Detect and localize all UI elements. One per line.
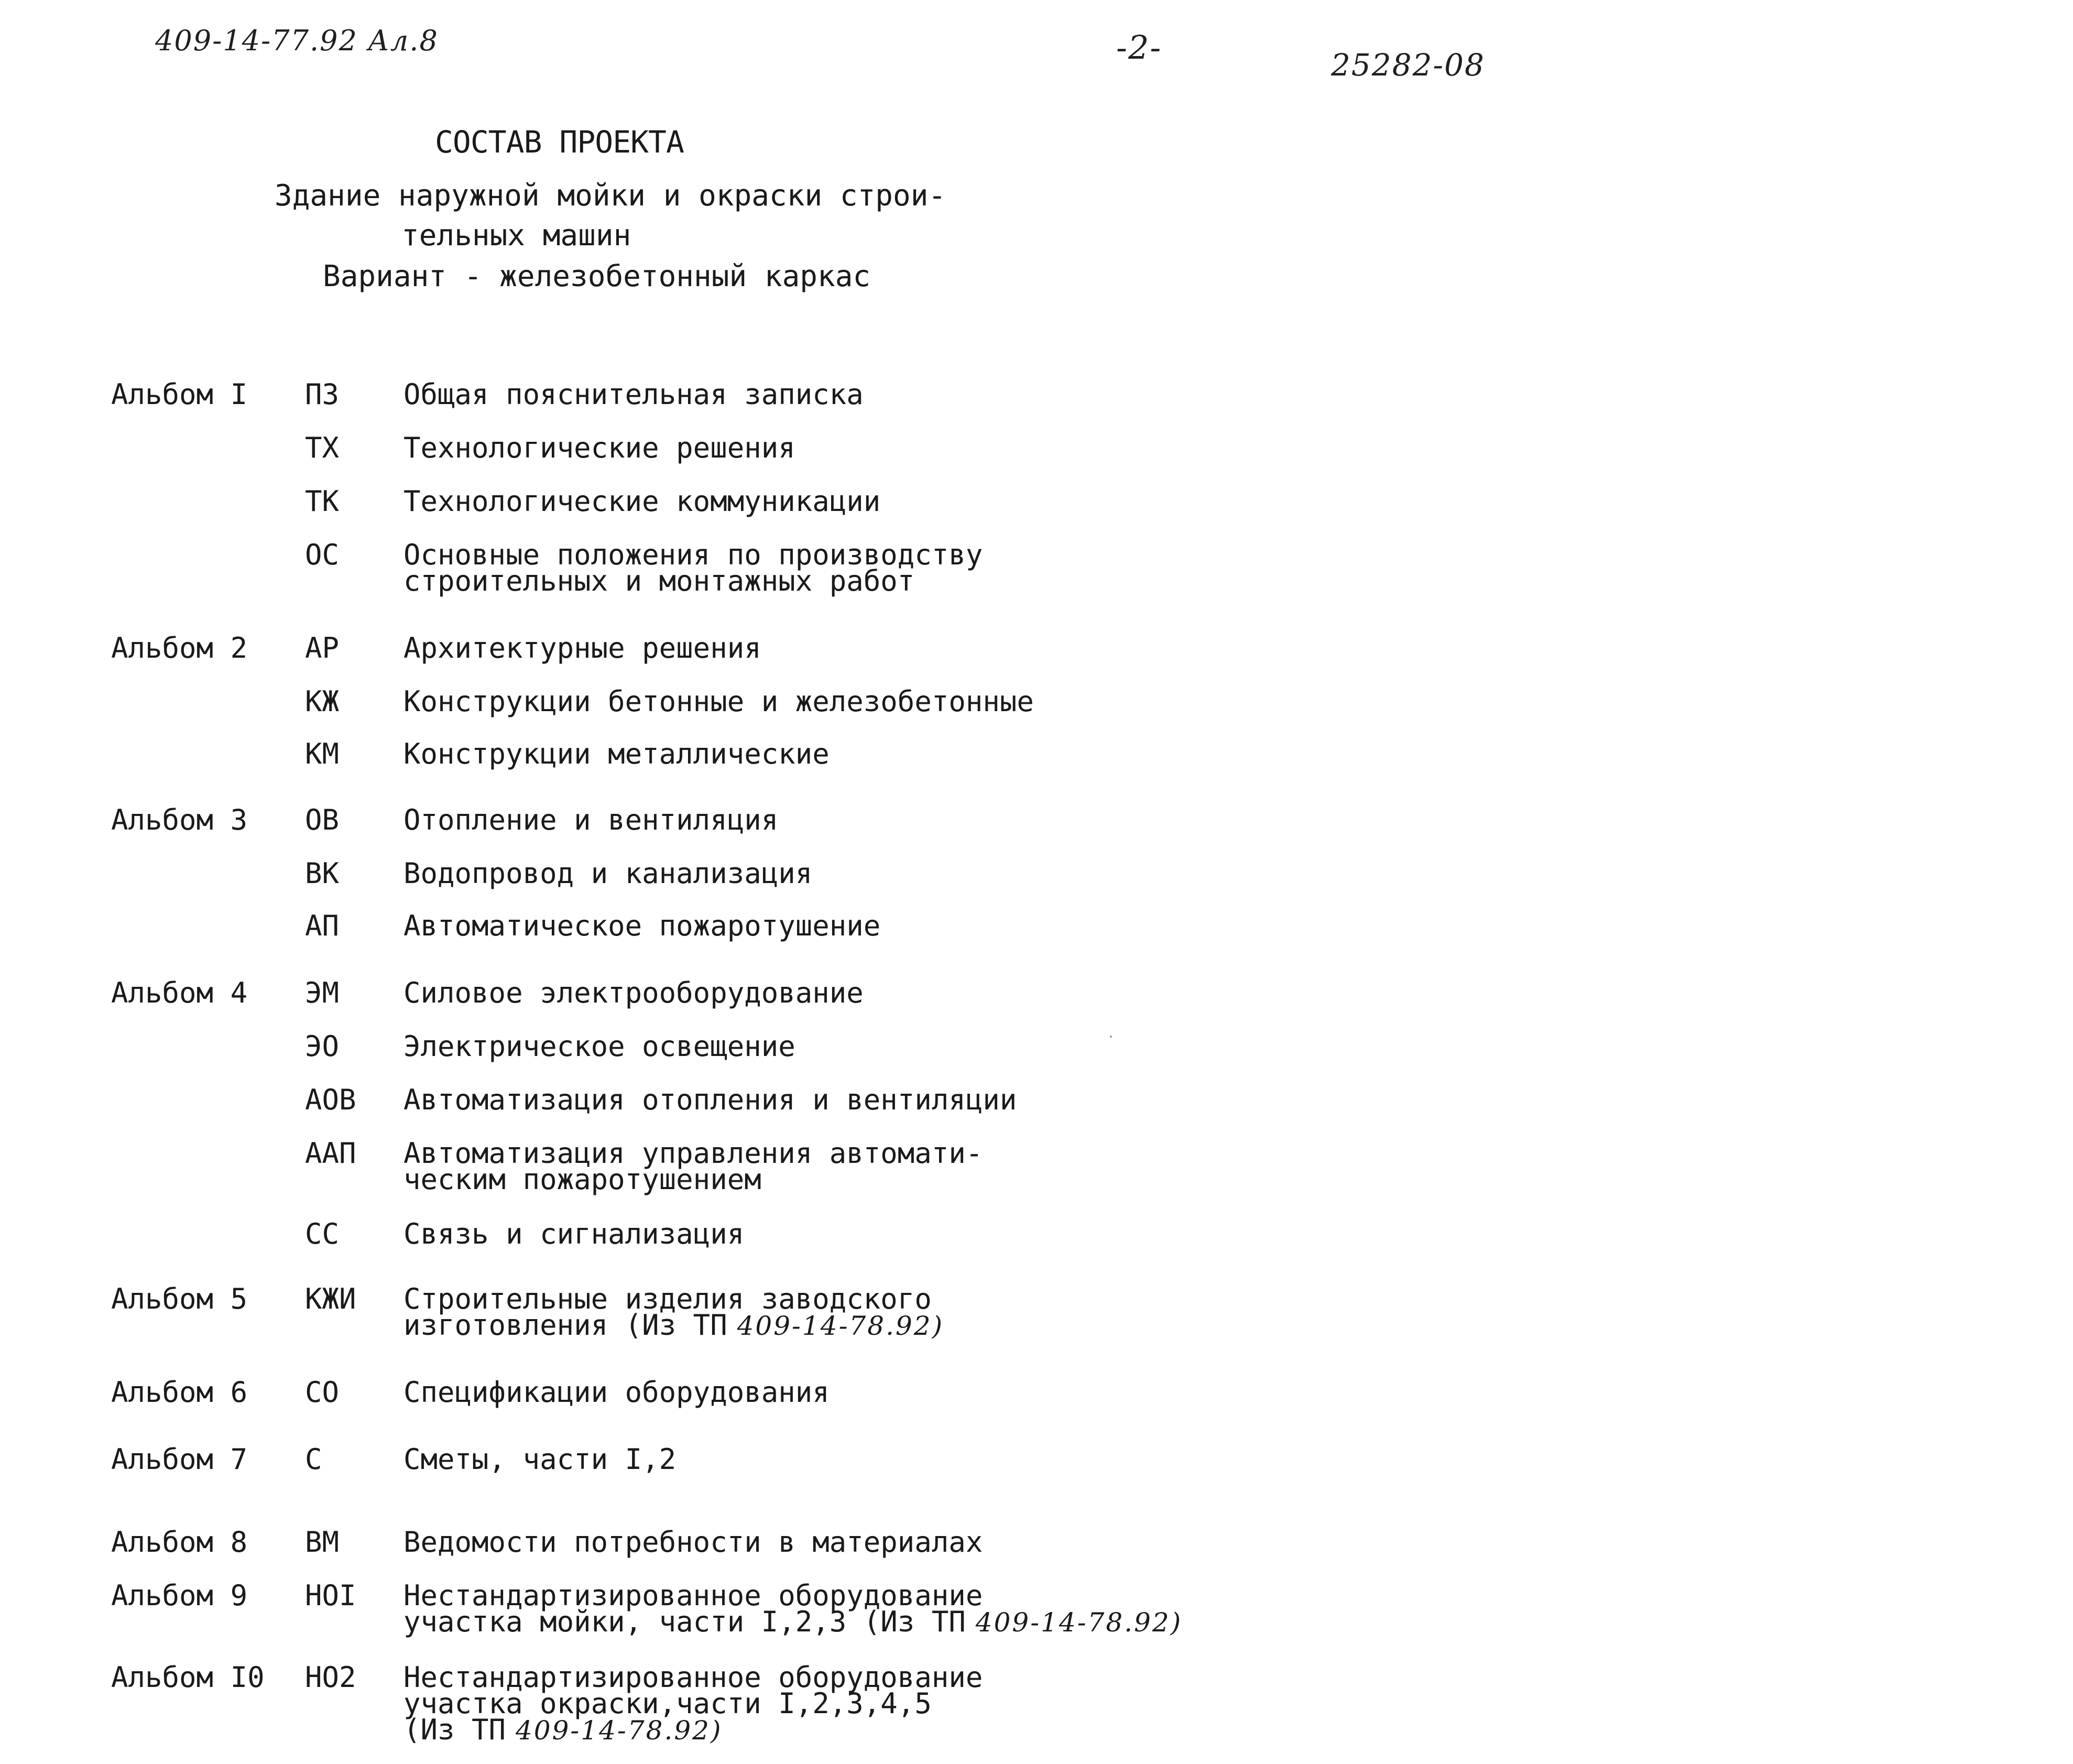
description-line: Строительные изделия заводского bbox=[403, 1282, 932, 1315]
album-label: Альбом 6 bbox=[111, 1376, 248, 1409]
description-line: Нестандартизированное оборудование bbox=[403, 1661, 983, 1694]
description-line: Автоматическое пожаротушение bbox=[403, 909, 881, 942]
section-code: АР bbox=[305, 631, 340, 665]
section-code: ААП bbox=[305, 1137, 356, 1170]
handwritten-reference: 409-14-78.92) bbox=[506, 1715, 723, 1746]
section-description bbox=[403, 1579, 1183, 1638]
description-line: Технологические коммуникации bbox=[403, 485, 881, 518]
section-code: КЖИ bbox=[305, 1282, 356, 1315]
description-line: Архитектурные решения bbox=[403, 631, 761, 665]
album-label: Альбом 4 bbox=[111, 976, 248, 1009]
description-line: Спецификации оборудования bbox=[403, 1376, 830, 1409]
document-title: СОСТАВ ПРОЕКТА bbox=[435, 124, 684, 160]
section-description bbox=[403, 909, 881, 942]
section-description bbox=[403, 976, 864, 1009]
description-line: (Из ТП 409-14-78.92) bbox=[403, 1713, 723, 1746]
description-line: Конструкции металлические bbox=[403, 737, 830, 770]
section-code: ОС bbox=[305, 538, 340, 571]
section-code: ТХ bbox=[305, 431, 340, 464]
description-line: Водопровод и канализация bbox=[403, 857, 813, 890]
subtitle-line-3: Вариант - железобетонный каркас bbox=[323, 259, 871, 293]
section-code: НО2 bbox=[305, 1661, 356, 1694]
description-line: Ведомости потребности в материалах bbox=[403, 1526, 983, 1559]
album-label: Альбом 5 bbox=[111, 1282, 248, 1315]
section-code: ВК bbox=[305, 857, 340, 890]
album-label: Альбом 9 bbox=[111, 1579, 248, 1612]
section-code: ПЗ bbox=[305, 378, 340, 411]
subtitle-line-2: тельных машин bbox=[401, 219, 631, 253]
section-description bbox=[403, 685, 1034, 718]
section-code: С bbox=[305, 1443, 322, 1476]
section-description bbox=[403, 631, 761, 665]
description-line: Связь и сигнализация bbox=[403, 1217, 745, 1250]
handwritten-code: 409-14-77.92 Ал.8 bbox=[155, 24, 439, 57]
section-description bbox=[403, 538, 983, 597]
section-description bbox=[403, 1282, 944, 1342]
section-code: АОВ bbox=[305, 1083, 356, 1116]
section-description bbox=[403, 1083, 1017, 1116]
handwritten-reference: 409-14-78.92) bbox=[727, 1311, 944, 1341]
section-description bbox=[403, 1137, 983, 1196]
section-code: СС bbox=[305, 1217, 340, 1250]
description-line: Основные положения по производству bbox=[403, 538, 983, 571]
section-description bbox=[403, 378, 864, 411]
description-line: участка мойки, части I,2,3 (Из ТП 409-14-78.92) bbox=[403, 1605, 1183, 1638]
description-line: Автоматизация управления автомати- bbox=[403, 1137, 983, 1170]
description-line: Отопление и вентиляция bbox=[403, 803, 779, 836]
description-line: участка окраски,части I,2,3,4,5 bbox=[403, 1687, 932, 1720]
section-code: НОI bbox=[305, 1579, 356, 1612]
section-code: ЭО bbox=[305, 1030, 340, 1063]
description-line: Сметы, части I,2 bbox=[403, 1443, 677, 1476]
section-description bbox=[403, 803, 779, 836]
album-label: Альбом I bbox=[111, 378, 248, 411]
scan-speck bbox=[1110, 1036, 1112, 1038]
album-label: Альбом 8 bbox=[111, 1526, 248, 1559]
section-code: ЭМ bbox=[305, 976, 340, 1009]
section-code: ВМ bbox=[305, 1526, 340, 1559]
section-description bbox=[403, 431, 795, 464]
handwritten-reference: 409-14-78.92) bbox=[965, 1607, 1183, 1638]
section-code: ОВ bbox=[305, 803, 340, 836]
section-description bbox=[403, 1217, 745, 1250]
description-line: Автоматизация отопления и вентиляции bbox=[403, 1083, 1017, 1116]
section-code: КЖ bbox=[305, 685, 340, 718]
description-line: Нестандартизированное оборудование bbox=[403, 1579, 983, 1612]
section-description bbox=[403, 737, 830, 770]
section-code: АП bbox=[305, 909, 340, 942]
section-description bbox=[403, 1376, 830, 1409]
section-description bbox=[403, 1443, 677, 1476]
description-line: строительных и монтажных работ bbox=[403, 564, 915, 597]
section-code: СО bbox=[305, 1376, 340, 1409]
section-description bbox=[403, 1661, 983, 1746]
section-description bbox=[403, 1526, 983, 1559]
description-line: Силовое электрооборудование bbox=[403, 976, 864, 1009]
section-description bbox=[403, 485, 881, 518]
section-description bbox=[403, 857, 813, 890]
section-code: ТК bbox=[305, 485, 340, 518]
description-line: ческим пожаротушением bbox=[403, 1163, 761, 1196]
description-line: Электрическое освещение bbox=[403, 1030, 795, 1063]
album-label: Альбом 7 bbox=[111, 1443, 248, 1476]
page-marker: -2- bbox=[1116, 28, 1162, 67]
description-line: Общая пояснительная записка bbox=[403, 378, 864, 411]
section-code: КМ bbox=[305, 737, 340, 770]
section-description bbox=[403, 1030, 795, 1063]
description-line: изготовления (Из ТП 409-14-78.92) bbox=[403, 1309, 944, 1342]
album-label: Альбом 3 bbox=[111, 803, 248, 836]
album-label: Альбом I0 bbox=[111, 1661, 265, 1694]
description-line: Технологические решения bbox=[403, 431, 795, 464]
subtitle-line-1: Здание наружной мойки и окраски строи- bbox=[275, 179, 946, 213]
registration-number: 25282-08 bbox=[1331, 47, 1485, 83]
description-line: Конструкции бетонные и железобетонные bbox=[403, 685, 1034, 718]
album-label: Альбом 2 bbox=[111, 631, 248, 665]
